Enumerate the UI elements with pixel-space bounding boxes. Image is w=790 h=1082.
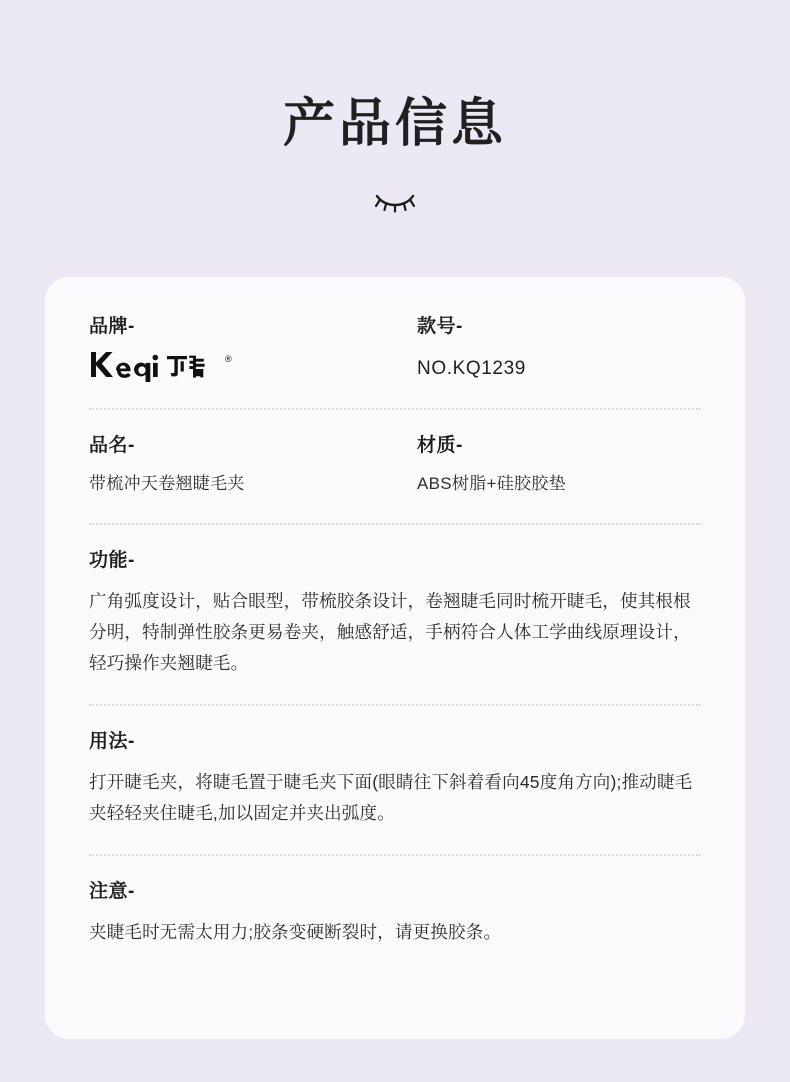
divider [89, 523, 701, 525]
row-usage [89, 726, 701, 836]
product-name-block [89, 430, 395, 497]
info-card [45, 277, 745, 1039]
brand-block [89, 311, 395, 382]
model-label: 款号- [417, 316, 463, 337]
function-label: 功能- [89, 550, 135, 572]
divider [89, 854, 701, 856]
material-label: 材质- [417, 435, 463, 456]
notice-value: 夹睫毛时无需太用力;胶条变硬断裂时，请更换胶条。 [89, 922, 502, 943]
divider [89, 704, 701, 706]
notice-label: 注意- [89, 881, 135, 903]
material-block [395, 430, 701, 497]
model-value: NO.KQ1239 [417, 358, 526, 379]
row-brand-model [89, 311, 701, 390]
page-title: 产品信息 [282, 95, 507, 153]
product-name-label: 品名- [89, 435, 135, 456]
divider [89, 408, 701, 410]
usage-value: 打开睫毛夹，将睫毛置于睫毛夹下面(眼睛往下斜着看向45度角方向);推动睫毛夹轻轻夹住睫毛,加以固定并夹出弧度。 [89, 772, 693, 823]
row-notice [89, 876, 701, 956]
brand-logo [89, 348, 395, 382]
function-value: 广角弧度设计，贴合眼型，带梳胶条设计，卷翘睫毛同时梳开睫毛，使其根根分明，特制弹性胶条更易卷夹，触感舒适，手柄符合人体工学曲线原理设计，轻巧操作夹翘睫毛。 [89, 591, 691, 673]
material-value: ABS树脂+硅胶胶垫 [417, 474, 566, 493]
row-name-material [89, 430, 701, 505]
svg-text:®: ® [225, 354, 232, 364]
eyelash-divider-icon [0, 187, 790, 215]
product-name-value: 带梳冲天卷翘睫毛夹 [89, 474, 245, 493]
usage-label: 用法- [89, 731, 135, 753]
row-function [89, 545, 701, 686]
model-block [395, 311, 701, 382]
brand-label: 品牌- [89, 316, 135, 337]
